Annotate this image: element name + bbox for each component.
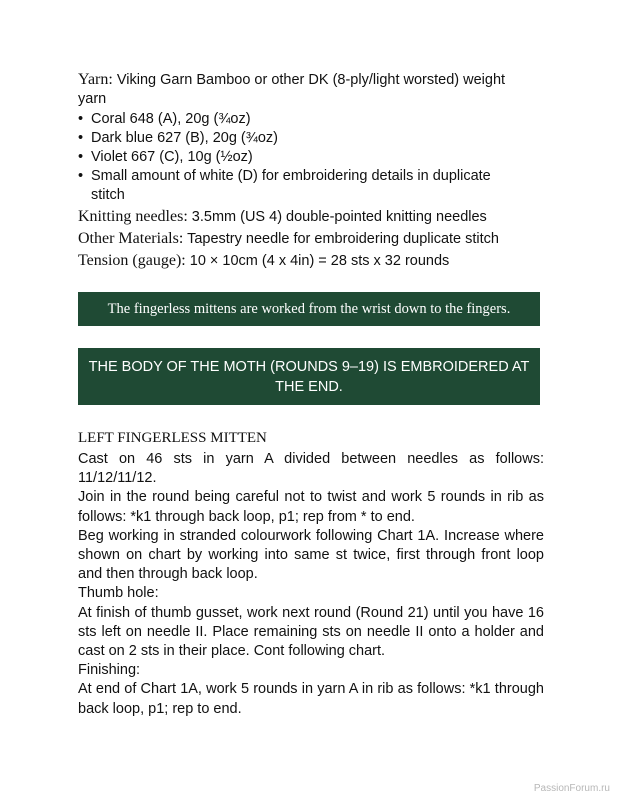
yarn-text: Viking Garn Bamboo or other DK (8-ply/light worsted) weight [112,72,506,88]
bullet-icon: • [78,111,84,127]
section-title: LEFT FINGERLESS MITTEN [78,430,267,446]
list-item-continuation: stitch [91,187,125,203]
list-item [78,148,544,167]
paragraph: At end of Chart 1A, work 5 rounds in yarn A in rib as follows: *k1 through back loop, p1; rep to end. [78,681,544,717]
list-item [78,110,544,129]
paragraph: Beg working in stranded colourwork following Chart 1A. Increase where shown on chart by working into same st twice, first through front loop and then through back loop. [78,527,544,583]
needles-line [78,206,544,228]
list-item-text: Dark blue 627 (B), 20g (¾oz) [91,130,278,146]
subheading: Finishing: [78,662,141,679]
other-materials-text: Tapestry needle for embroidering duplicate stitch [183,231,499,247]
needles-text: 3.5mm (US 4) double-pointed knitting needles [187,209,487,225]
materials-block [78,70,544,272]
tension-text: 10 × 10cm (4 x 4in) = 28 sts x 32 rounds [185,253,450,269]
tension-label: Tension (gauge): [78,252,186,269]
spec-lines [78,206,544,272]
subheading: Thumb hole: [78,585,159,602]
watermark: PassionForum.ru [533,783,610,794]
paragraph: Cast on 46 sts in yarn A divided between needles as follows: 11/12/11/12. [78,451,544,487]
paragraph: Join in the round being careful not to twist and work 5 rounds in rib as follows: *k1 through back loop, p1; rep from * to end. [78,489,544,525]
yarn-line-continued: yarn [78,91,107,107]
yarn-list [78,110,544,205]
list-item-text: Small amount of white (D) for embroidering details in duplicate [91,168,491,184]
paragraph: At finish of thumb gusset, work next round (Round 21) until you have 16 sts left on needle II. Place remaining sts on needle II onto a holder and cast on 2 sts in their place. Cont following chart. [78,604,544,660]
note-banner-moth [78,348,540,405]
tension-line [78,250,544,272]
list-item [78,129,544,148]
bullet-icon: • [78,130,84,146]
needles-label: Knitting needles: [78,208,188,225]
bullet-icon: • [78,149,84,165]
bullet-icon: • [78,168,84,184]
note-banner-direction [78,292,540,326]
list-item-text: Violet 667 (C), 10g (½oz) [91,149,253,165]
pattern-section [78,428,544,719]
yarn-label: Yarn: [78,71,113,88]
other-materials-line [78,228,544,250]
list-item-text: Coral 648 (A), 20g (¾oz) [91,111,251,127]
note-banner-text: THE BODY OF THE MOTH (ROUNDS 9–19) IS EMBROIDERED AT THE END. [88,358,530,395]
note-banner-text: The fingerless mittens are worked from the wrist down to the fingers. [107,300,511,317]
yarn-line [78,70,544,90]
other-materials-label: Other Materials: [78,230,184,247]
list-item [78,167,544,205]
